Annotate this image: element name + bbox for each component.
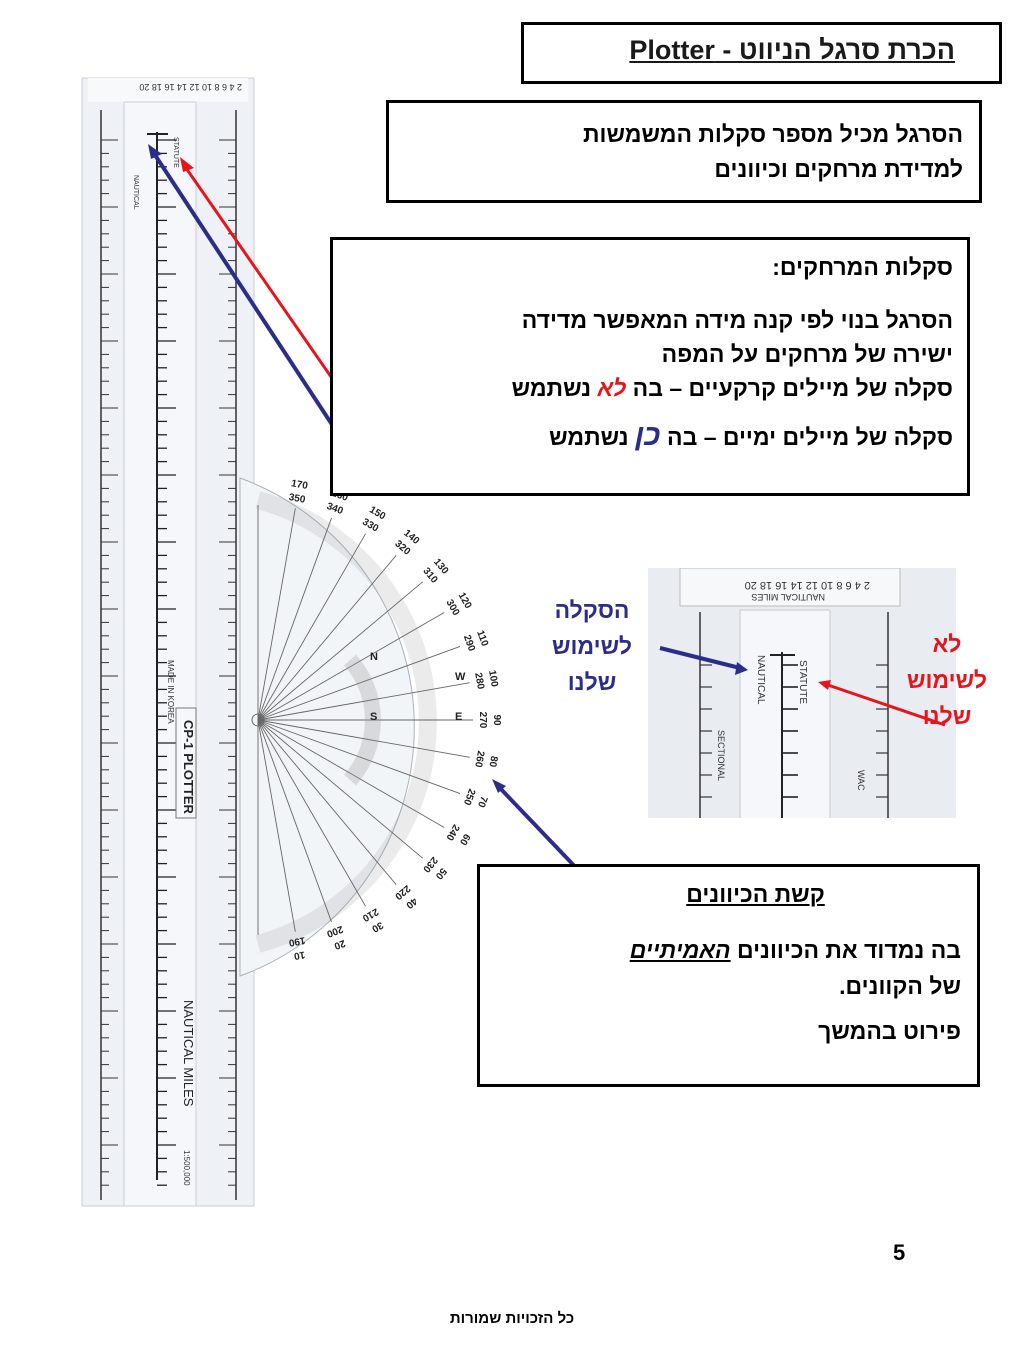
ruler-made-in-label: MADE IN KOREA bbox=[166, 660, 175, 724]
protractor-outer-label: 50 bbox=[432, 865, 449, 882]
compass-letter: E bbox=[455, 711, 463, 723]
protractor-inner-label: 230 bbox=[420, 854, 440, 875]
protractor-outer-label: 30 bbox=[369, 919, 385, 935]
protractor-inner-label: 250 bbox=[460, 787, 477, 807]
zoom-wac-label: WAC bbox=[856, 770, 866, 791]
intro-box bbox=[386, 100, 982, 203]
nouse-label-line-1: לא bbox=[932, 631, 962, 657]
direction-emphasis: האמיתיים bbox=[629, 937, 731, 963]
use-label-line-3: שלנו bbox=[567, 669, 617, 695]
intro-line-1: הסרגל מכיל מספר סקלות המשמשות bbox=[583, 121, 963, 147]
use-scale-label bbox=[536, 592, 648, 700]
direction-line-3: פירוט בהמשך bbox=[818, 1018, 961, 1044]
protractor-inner-label: 220 bbox=[392, 882, 413, 902]
zoom-top-scale: 2 4 6 8 10 12 14 16 18 20 bbox=[744, 579, 870, 591]
protractor-outer-label: 20 bbox=[332, 937, 347, 952]
protractor-inner-label: 200 bbox=[325, 922, 345, 939]
protractor-outer-label: 10 bbox=[292, 948, 306, 962]
compass-letter: N bbox=[370, 651, 378, 663]
direction-box bbox=[477, 864, 980, 1087]
use-label-line-2: לשימוש bbox=[551, 633, 633, 659]
direction-line-2: של הקוונים. bbox=[839, 973, 961, 999]
protractor-outer-label: 110 bbox=[474, 628, 491, 648]
zoom-nautical-label: NAUTICAL bbox=[755, 655, 766, 705]
zoom-nautical-miles: NAUTICAL MILES bbox=[751, 592, 825, 602]
ruler-model-label: CP-1 PLOTTER bbox=[181, 720, 196, 814]
ruler-nautical-miles-label: NAUTICAL MILES bbox=[181, 1000, 196, 1107]
intro-line-2: למדידת מרחקים וכיוונים bbox=[714, 156, 963, 182]
statute-text-post: נשתמש bbox=[511, 375, 592, 401]
distance-box bbox=[330, 237, 970, 496]
direction-heading: קשת הכיוונים bbox=[686, 881, 825, 907]
protractor-outer-label: 170 bbox=[290, 478, 309, 492]
direction-text-pre: בה נמדוד את הכיוונים bbox=[736, 937, 961, 963]
protractor-outer-label: 90 bbox=[491, 714, 502, 726]
nautical-line bbox=[333, 419, 953, 453]
distance-line-1: הסרגל בנוי לפי קנה מידה המאפשר מדידה bbox=[521, 307, 953, 333]
copyright-footer: כל הזכויות שמורות bbox=[449, 1310, 575, 1327]
protractor-inner-label: 240 bbox=[443, 822, 462, 843]
protractor-outer-label: 70 bbox=[475, 794, 490, 809]
compass-letter: W bbox=[455, 671, 466, 683]
protractor-outer-label: 80 bbox=[486, 754, 500, 768]
protractor-inner-label: 210 bbox=[360, 905, 381, 924]
ruler-ratio-label: 1:500,000 bbox=[182, 1150, 191, 1186]
page-number: 5 bbox=[893, 1240, 906, 1265]
ruler-statute-label: STATUTE bbox=[172, 137, 179, 168]
protractor-inner-label: 310 bbox=[420, 565, 440, 586]
protractor-outer-label: 130 bbox=[431, 556, 451, 577]
no-use-scale-label bbox=[895, 626, 999, 734]
zoom-sectional-label: SECTIONAL bbox=[716, 730, 726, 782]
protractor-inner-label: 190 bbox=[287, 934, 307, 948]
nouse-label-line-2: לשימוש bbox=[906, 667, 988, 693]
distance-line-2: ישירה של מרחקים על המפה bbox=[661, 341, 953, 367]
ruler-nautical-label: NAUTICAL bbox=[132, 175, 139, 210]
protractor-arc bbox=[240, 478, 502, 976]
protractor-inner-label: 260 bbox=[472, 749, 486, 769]
protractor-inner-label: 320 bbox=[392, 538, 413, 558]
title-box bbox=[521, 22, 1002, 84]
protractor-inner-label: 330 bbox=[360, 516, 381, 535]
statute-line bbox=[333, 371, 953, 405]
statute-emphasis: לא bbox=[597, 375, 627, 401]
compass-letter: S bbox=[370, 711, 378, 723]
protractor-inner-label: 350 bbox=[287, 492, 307, 506]
use-label-line-1: הסקלה bbox=[554, 597, 630, 623]
protractor-outer-label: 140 bbox=[401, 527, 422, 547]
protractor-outer-label: 150 bbox=[367, 504, 388, 523]
nautical-text-post: נשתמש bbox=[549, 424, 629, 450]
page-title: הכרת סרגל הניווט - Plotter bbox=[629, 35, 955, 65]
protractor-inner-label: 270 bbox=[477, 711, 488, 729]
protractor-inner-label: 280 bbox=[472, 671, 486, 691]
protractor-inner-label: 300 bbox=[443, 597, 462, 618]
distance-heading: סקלות המרחקים: bbox=[772, 254, 953, 280]
protractor-outer-label: 40 bbox=[403, 894, 420, 911]
protractor-outer-label: 100 bbox=[486, 669, 500, 688]
protractor-outer-label: 60 bbox=[457, 831, 473, 847]
statute-text-pre: סקלה של מיילים קרקעיים – בה bbox=[632, 375, 953, 401]
plotter-ruler bbox=[82, 78, 254, 1206]
nautical-text-pre: סקלה של מיילים ימיים – בה bbox=[667, 424, 953, 450]
protractor-inner-label: 340 bbox=[325, 501, 345, 518]
protractor-outer-label: 120 bbox=[455, 590, 474, 611]
zoom-statute-label: STATUTE bbox=[797, 660, 808, 705]
nautical-emphasis: כן bbox=[635, 419, 661, 452]
direction-line-1 bbox=[480, 932, 961, 968]
ruler-top-scale: 2 4 6 8 10 12 14 16 18 20 bbox=[139, 82, 242, 92]
nouse-label-line-3: שלנו bbox=[922, 703, 972, 729]
protractor-inner-label: 290 bbox=[460, 633, 477, 653]
